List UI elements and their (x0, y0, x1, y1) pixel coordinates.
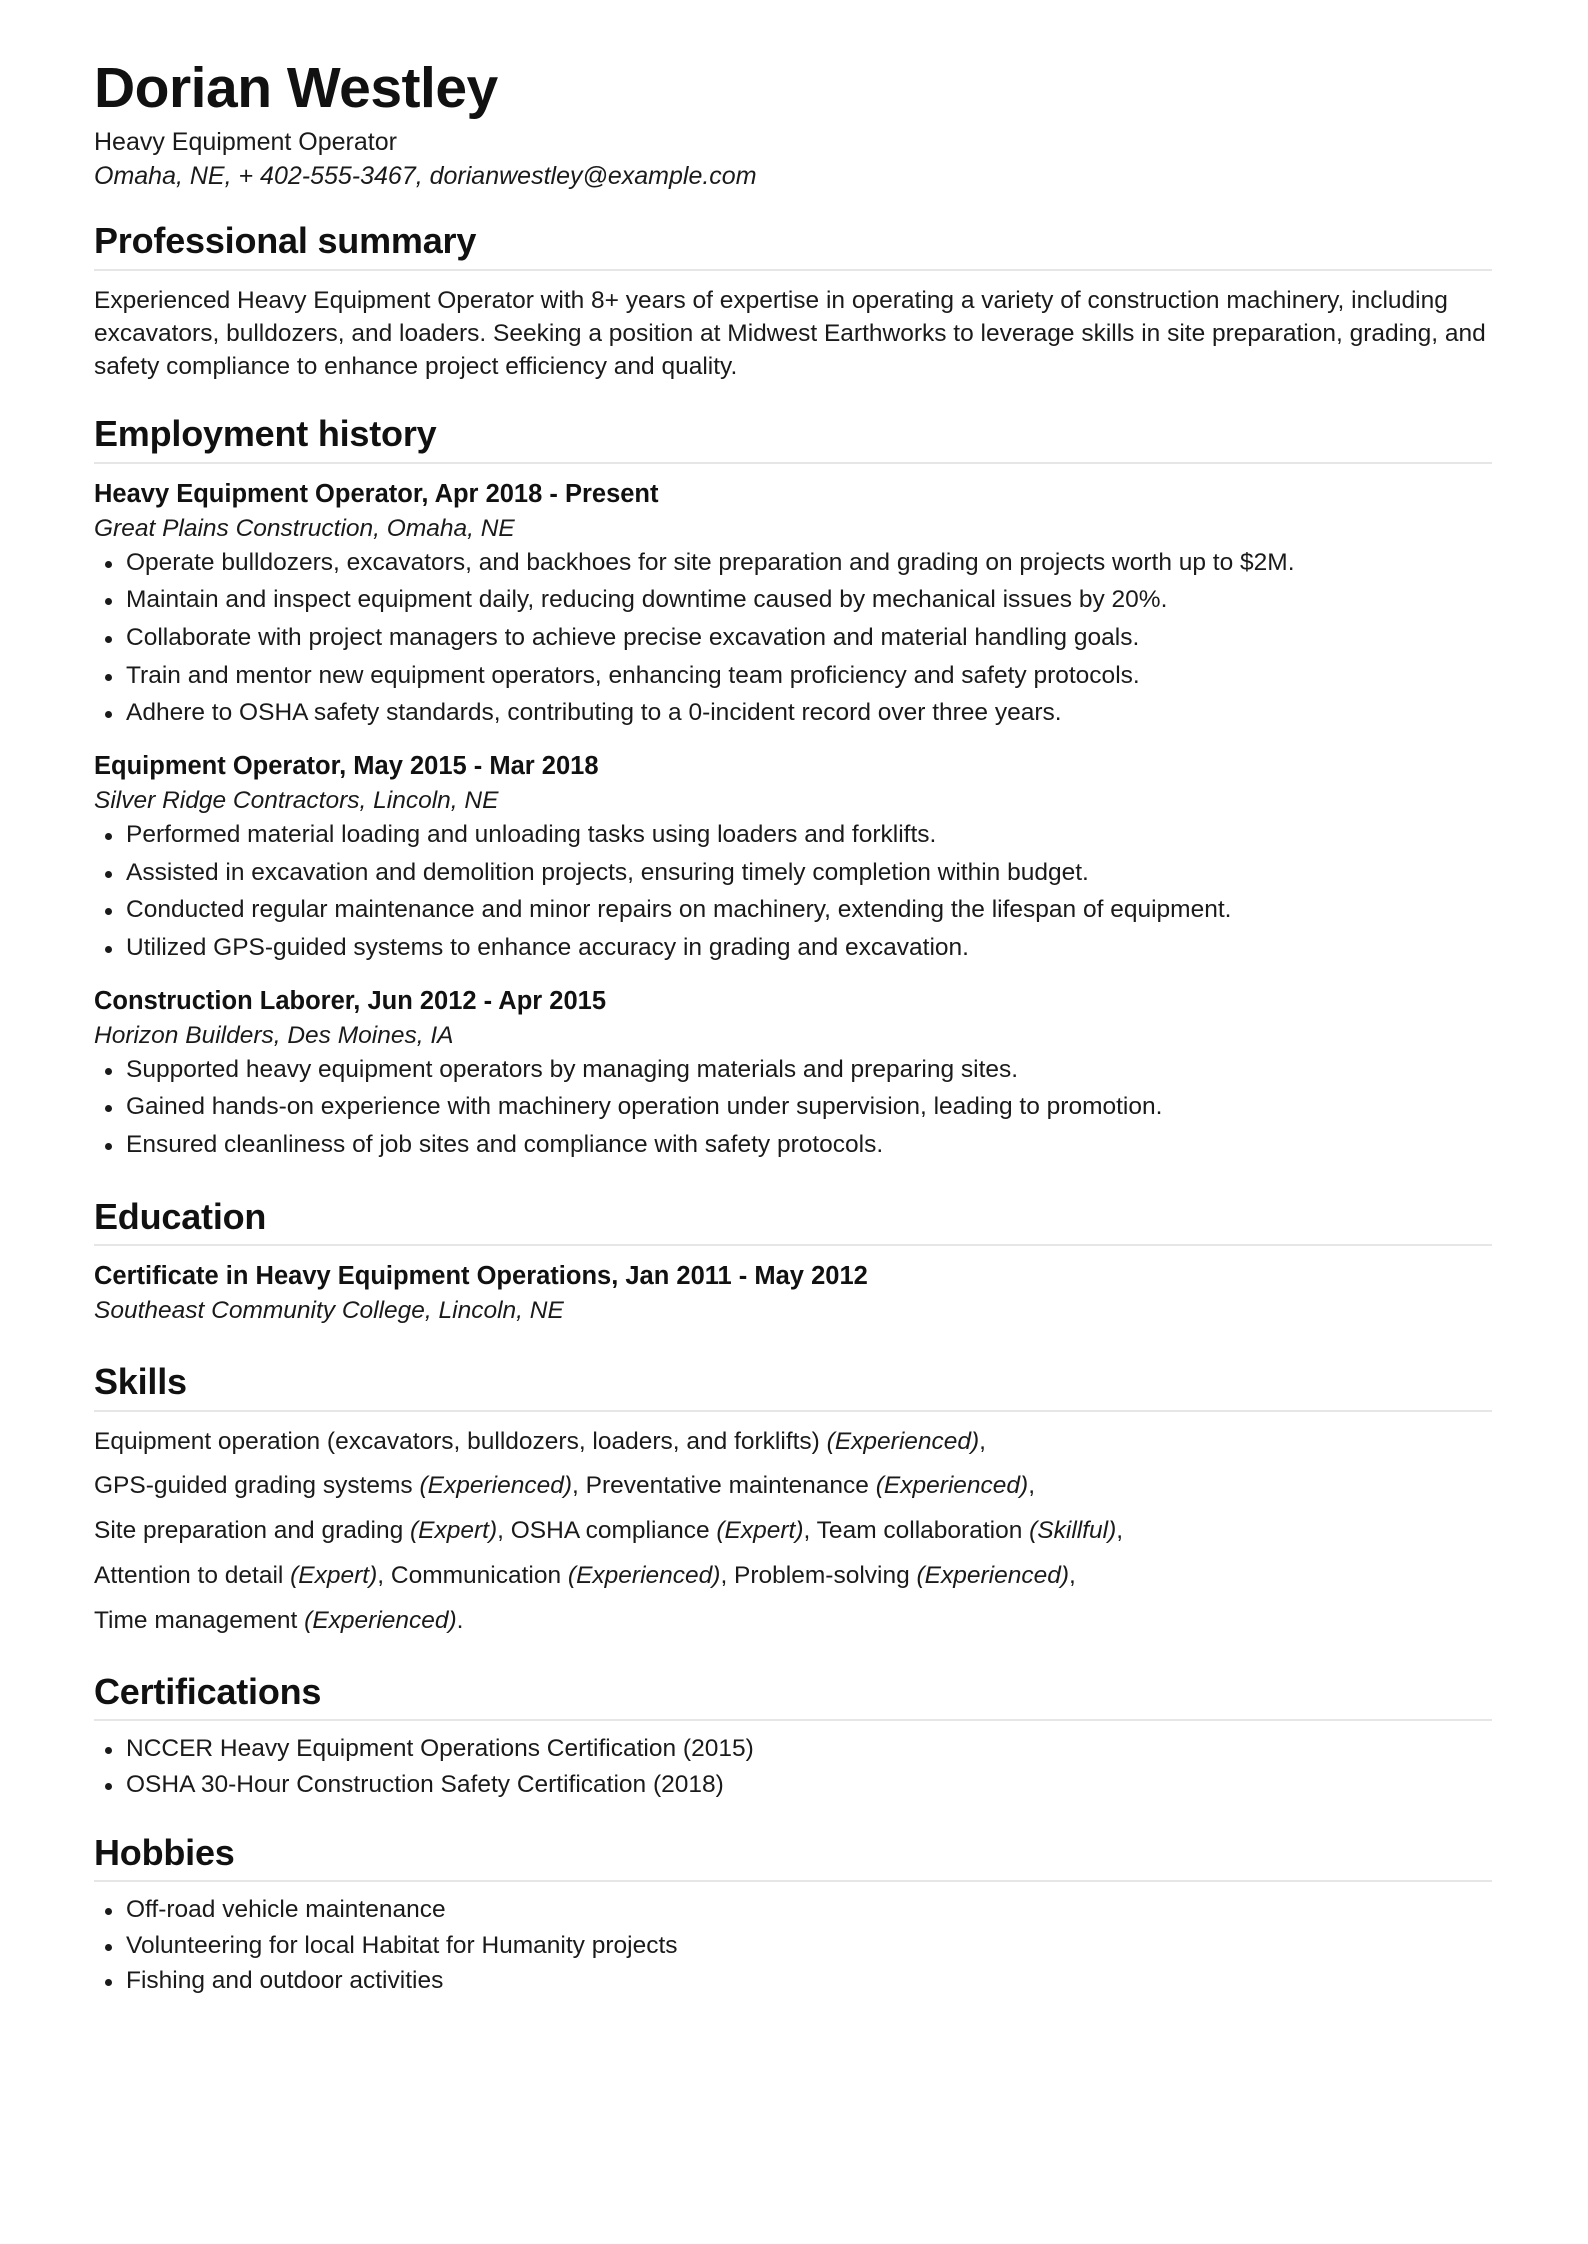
section-heading-certifications: Certifications (94, 1670, 322, 1712)
section-heading-education: Education (94, 1195, 267, 1237)
skill-name: Time management (94, 1606, 305, 1634)
section-education (94, 1196, 1492, 1327)
section-divider (94, 269, 1492, 271)
skill-name: , Problem-solving (720, 1562, 917, 1590)
hobby-list (94, 1896, 1492, 1996)
candidate-job-title: Heavy Equipment Operator (94, 128, 397, 157)
skill-name: , (979, 1427, 986, 1455)
employment-entry-bullets (94, 821, 1492, 963)
section-employment-history (94, 413, 1492, 1159)
section-certifications (94, 1671, 1492, 1800)
employment-bullet: Performed material loading and unloading tasks using loaders and forklifts. (94, 821, 1492, 850)
skill-name: , (1069, 1562, 1076, 1590)
employment-bullet: Operate bulldozers, excavators, and backhoes for site preparation and grading on projects worth up to $2M. (94, 549, 1492, 578)
skill-name: , (1028, 1472, 1036, 1500)
certification-item: NCCER Heavy Equipment Operations Certification (2015) (94, 1735, 1492, 1764)
skill-level: (Expert) (410, 1517, 498, 1545)
skill-level: (Expert) (290, 1562, 378, 1590)
education-entry (94, 1260, 1492, 1327)
employment-entry-bullets (94, 1056, 1492, 1160)
employment-bullet: Collaborate with project managers to achieve precise excavation and material handling goals. (94, 624, 1492, 653)
education-entry-institution: Southeast Community College, Lincoln, NE (94, 1297, 564, 1325)
employment-entry-employer: Horizon Builders, Des Moines, IA (94, 1021, 454, 1049)
employment-entry-title: Heavy Equipment Operator, Apr 2018 - Present (94, 479, 659, 508)
employment-bullet: Train and mentor new equipment operators, enhancing team proficiency and safety protocols. (94, 662, 1492, 691)
skill-name: GPS-guided grading systems (94, 1472, 420, 1500)
employment-bullet: Utilized GPS-guided systems to enhance accuracy in grading and excavation. (94, 934, 1492, 963)
employment-entry-bullets (94, 549, 1492, 728)
section-divider (94, 462, 1492, 464)
certification-item: OSHA 30-Hour Construction Safety Certification (2018) (94, 1771, 1492, 1800)
skill-level: (Experienced) (875, 1472, 1029, 1500)
hobby-item: Volunteering for local Habitat for Humanity projects (94, 1932, 1492, 1961)
employment-entry (94, 985, 1492, 1160)
skills-line (94, 1560, 1492, 1592)
skill-level: (Experienced) (826, 1427, 980, 1455)
section-divider (94, 1719, 1492, 1721)
employment-bullet: Adhere to OSHA safety standards, contributing to a 0-incident record over three years. (94, 699, 1492, 728)
employment-bullet: Conducted regular maintenance and minor repairs on machinery, extending the lifespan of equipment. (94, 896, 1492, 925)
skill-level: (Expert) (716, 1517, 804, 1545)
employment-bullet: Maintain and inspect equipment daily, reducing downtime caused by mechanical issues by 20%. (94, 586, 1492, 615)
employment-entry-title: Construction Laborer, Jun 2012 - Apr 2015 (94, 986, 607, 1015)
skill-level: (Experienced) (567, 1562, 721, 1590)
professional-summary-text: Experienced Heavy Equipment Operator with 8+ years of expertise in operating a variety of construction machinery, including excavators, bulldozers, and loaders. Seeking a position at Midwest Earthworks to leverage skills in site preparation, grading, and safety compliance to enhance project efficiency and quality. (94, 286, 1486, 380)
skills-line (94, 1605, 1492, 1637)
section-divider (94, 1410, 1492, 1412)
skills-list (94, 1426, 1492, 1637)
skill-name: Equipment operation (excavators, bulldozers, loaders, and forklifts) (94, 1427, 827, 1455)
section-heading-employment-history: Employment history (94, 413, 437, 455)
skill-name: , (1116, 1517, 1124, 1545)
hobby-item: Fishing and outdoor activities (94, 1967, 1492, 1996)
candidate-contact-line: Omaha, NE, + 402-555-3467, dorianwestley@example.com (94, 161, 757, 190)
employment-bullet: Gained hands-on experience with machinery operation under supervision, leading to promotion. (94, 1093, 1492, 1122)
skill-level: (Skillful) (1029, 1517, 1117, 1545)
employment-entry-list (94, 478, 1492, 1160)
employment-bullet: Ensured cleanliness of job sites and compliance with safety protocols. (94, 1131, 1492, 1160)
resume-header (94, 58, 1492, 192)
section-heading-skills: Skills (94, 1361, 187, 1403)
skills-line (94, 1470, 1492, 1502)
education-entry-title: Certificate in Heavy Equipment Operations, Jan 2011 - May 2012 (94, 1262, 868, 1291)
skill-name: . (456, 1606, 464, 1634)
employment-bullet: Supported heavy equipment operators by managing materials and preparing sites. (94, 1056, 1492, 1085)
skill-name: Site preparation and grading (94, 1517, 410, 1545)
skill-name: , Team collaboration (803, 1517, 1030, 1545)
employment-entry (94, 750, 1492, 963)
section-divider (94, 1244, 1492, 1246)
employment-bullet: Assisted in excavation and demolition projects, ensuring timely completion within budget. (94, 859, 1492, 888)
skill-name: , Communication (377, 1562, 568, 1590)
certification-list (94, 1735, 1492, 1799)
section-heading-professional-summary: Professional summary (94, 220, 477, 262)
employment-entry-employer: Silver Ridge Contractors, Lincoln, NE (94, 787, 499, 815)
skill-level: (Experienced) (419, 1472, 572, 1500)
skill-name: , OSHA compliance (497, 1517, 717, 1545)
employment-entry-employer: Great Plains Construction, Omaha, NE (94, 514, 515, 542)
skill-name: Attention to detail (94, 1562, 291, 1590)
skills-line (94, 1515, 1492, 1547)
section-heading-hobbies: Hobbies (94, 1831, 235, 1873)
employment-entry (94, 478, 1492, 728)
skills-line (94, 1426, 1492, 1458)
section-skills (94, 1361, 1492, 1637)
hobby-item: Off-road vehicle maintenance (94, 1896, 1492, 1925)
section-divider (94, 1880, 1492, 1882)
skill-level: (Experienced) (916, 1562, 1070, 1590)
skill-level: (Experienced) (304, 1606, 457, 1634)
section-professional-summary (94, 220, 1492, 383)
education-entry-list (94, 1260, 1492, 1327)
employment-entry-title: Equipment Operator, May 2015 - Mar 2018 (94, 752, 599, 781)
candidate-name: Dorian Westley (94, 56, 498, 120)
section-hobbies (94, 1832, 1492, 1996)
skill-name: , Preventative maintenance (571, 1472, 876, 1500)
